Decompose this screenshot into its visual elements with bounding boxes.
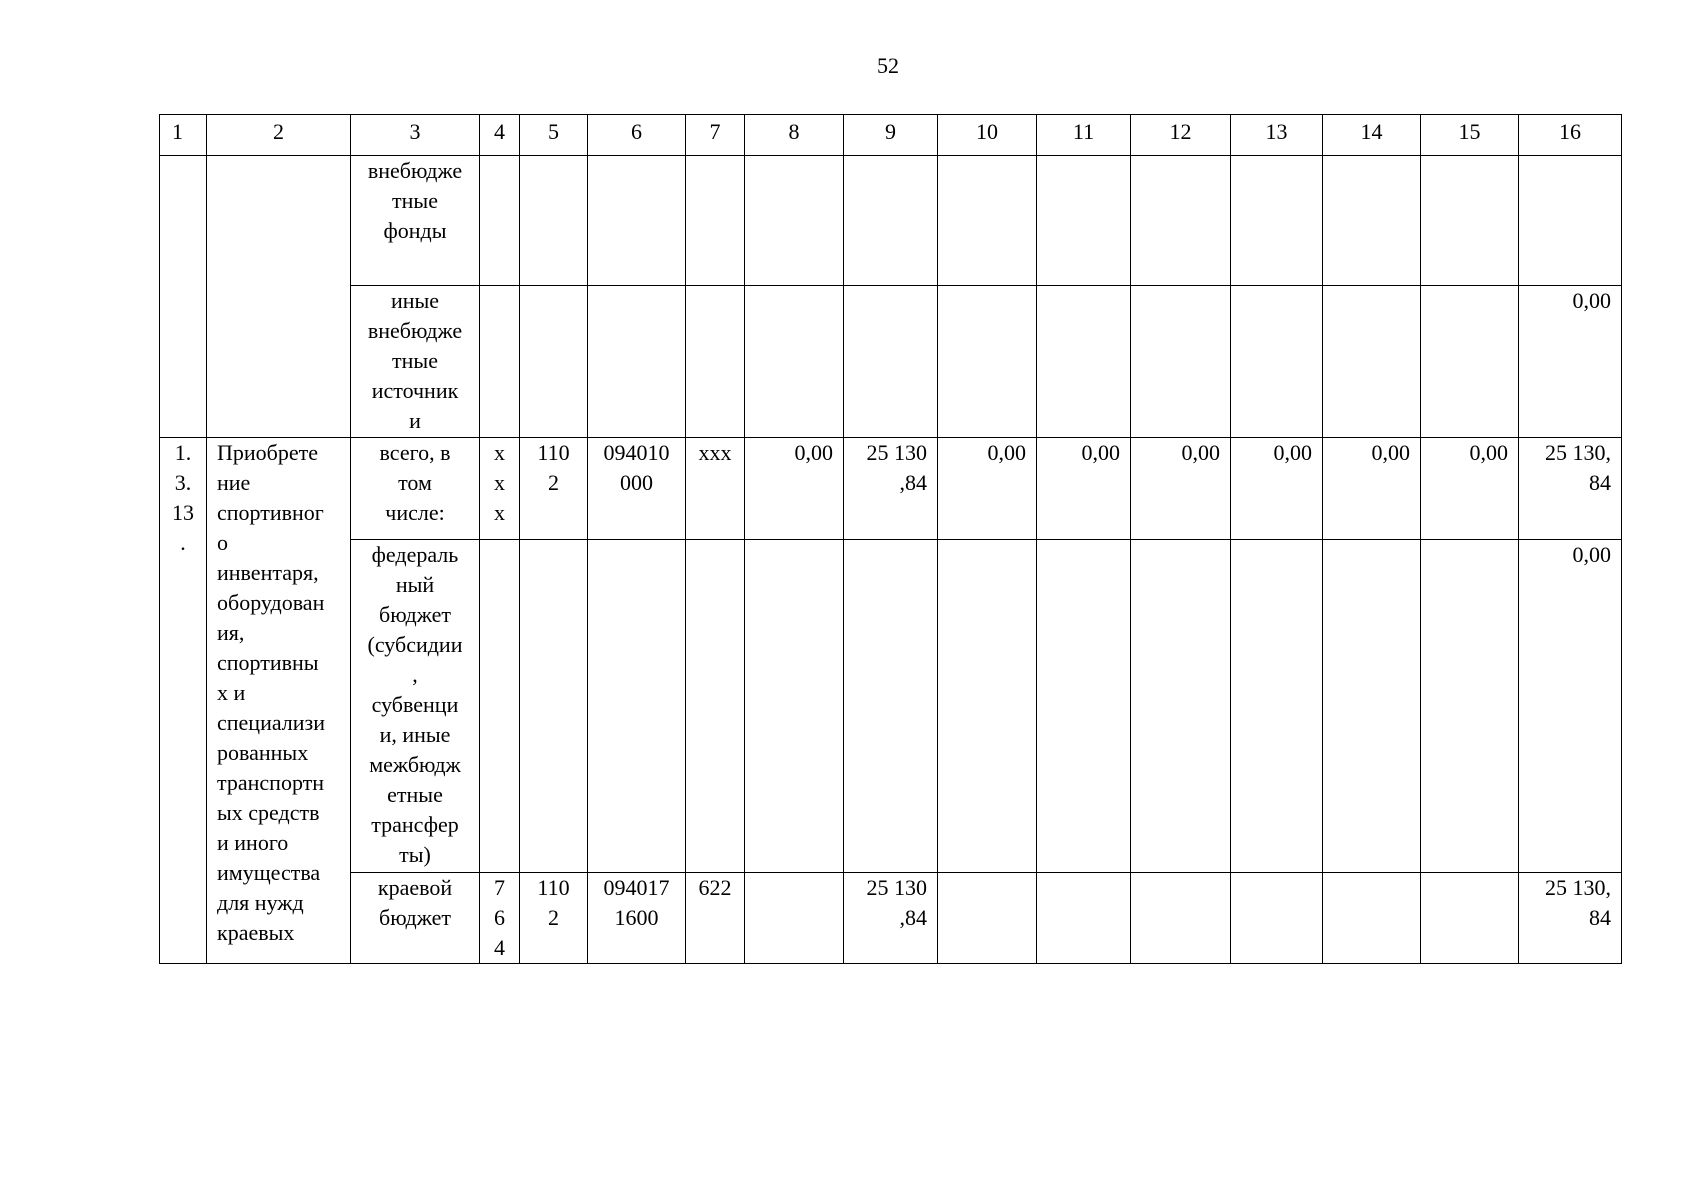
table-cell	[938, 540, 1037, 873]
table-cell	[1131, 156, 1231, 286]
value-cell: 0,00	[1131, 438, 1231, 540]
value-cell: 25 130, 84	[1519, 438, 1622, 540]
table-cell	[588, 156, 686, 286]
table-cell: 094017 1600	[588, 873, 686, 964]
value-cell: 0,00	[1037, 438, 1131, 540]
index-cell	[160, 156, 207, 438]
table-cell	[1421, 286, 1519, 438]
value-cell: 0,00	[1519, 286, 1622, 438]
table-cell	[1037, 873, 1131, 964]
table-cell	[938, 156, 1037, 286]
header-cell: 4	[480, 115, 520, 156]
table-cell	[844, 540, 938, 873]
header-cell: 10	[938, 115, 1037, 156]
header-cell: 6	[588, 115, 686, 156]
table-cell	[1231, 286, 1323, 438]
table-cell	[1323, 156, 1421, 286]
table-cell	[745, 873, 844, 964]
value-cell: 25 130, 84	[1519, 873, 1622, 964]
table-cell	[1323, 540, 1421, 873]
table-cell	[1037, 286, 1131, 438]
table-cell	[745, 540, 844, 873]
table-cell	[844, 156, 938, 286]
table-cell: 110 2	[520, 873, 588, 964]
header-cell: 13	[1231, 115, 1323, 156]
source-cell: внебюдже тные фонды	[351, 156, 480, 286]
table-cell	[1131, 873, 1231, 964]
header-cell: 16	[1519, 115, 1622, 156]
header-cell: 1	[160, 115, 207, 156]
table-cell	[480, 156, 520, 286]
value-cell: 25 130 ,84	[844, 873, 938, 964]
table-row-regional-budget	[160, 873, 1622, 964]
table-row-other-extrabudget-sources	[160, 286, 1622, 438]
name-cell: Приобрете ние спортивног о инвентаря, оборудован ия, спортивны х и специализи рованных транспортн ых средств и иного имущества для нужд краевых	[207, 438, 351, 964]
header-cell: 14	[1323, 115, 1421, 156]
table-cell	[1421, 156, 1519, 286]
table-cell	[686, 540, 745, 873]
table-cell	[745, 286, 844, 438]
header-cell: 9	[844, 115, 938, 156]
budget-table	[159, 114, 1622, 964]
value-cell: 25 130 ,84	[844, 438, 938, 540]
source-cell: краевой бюджет	[351, 873, 480, 964]
table-row-total	[160, 438, 1622, 540]
table-row-extrabudget-funds	[160, 156, 1622, 286]
table-cell	[1231, 156, 1323, 286]
table-cell: ххх	[686, 438, 745, 540]
table-cell: х х х	[480, 438, 520, 540]
table-cell	[1421, 873, 1519, 964]
header-cell: 3	[351, 115, 480, 156]
table-cell	[686, 286, 745, 438]
table-row-federal-budget	[160, 540, 1622, 873]
table-cell	[1037, 540, 1131, 873]
table-cell	[1323, 286, 1421, 438]
value-cell: 0,00	[938, 438, 1037, 540]
table-cell	[520, 540, 588, 873]
table-cell	[1323, 873, 1421, 964]
table-cell	[1131, 286, 1231, 438]
table-cell	[588, 286, 686, 438]
page-number: 52	[877, 53, 899, 78]
table-cell	[520, 156, 588, 286]
value-cell: 0,00	[1421, 438, 1519, 540]
table-cell	[480, 286, 520, 438]
header-cell: 8	[745, 115, 844, 156]
value-cell: 0,00	[1231, 438, 1323, 540]
table-cell: 7 6 4	[480, 873, 520, 964]
table-cell: 622	[686, 873, 745, 964]
table-cell: 110 2	[520, 438, 588, 540]
table-cell	[588, 540, 686, 873]
header-cell: 12	[1131, 115, 1231, 156]
table-cell	[686, 156, 745, 286]
value-cell: 0,00	[1519, 540, 1622, 873]
header-cell: 11	[1037, 115, 1131, 156]
table-cell	[1231, 873, 1323, 964]
table-cell	[938, 286, 1037, 438]
table-cell	[1231, 540, 1323, 873]
table-cell	[520, 286, 588, 438]
name-cell	[207, 156, 351, 438]
table-cell	[1421, 540, 1519, 873]
table-cell: 094010 000	[588, 438, 686, 540]
source-cell: всего, в том числе:	[351, 438, 480, 540]
header-cell: 15	[1421, 115, 1519, 156]
value-cell: 0,00	[745, 438, 844, 540]
table-cell	[745, 156, 844, 286]
value-cell: 0,00	[1323, 438, 1421, 540]
header-row	[160, 115, 1622, 156]
table-cell	[844, 286, 938, 438]
table-cell	[938, 873, 1037, 964]
index-cell: 1. 3. 13 .	[160, 438, 207, 964]
source-cell: иные внебюдже тные источник и	[351, 286, 480, 438]
table-cell	[1131, 540, 1231, 873]
source-cell: федераль ный бюджет (субсидии , субвенци и, иные межбюдж етные трансфер ты)	[351, 540, 480, 873]
header-cell: 7	[686, 115, 745, 156]
table-cell	[1037, 156, 1131, 286]
table-cell	[480, 540, 520, 873]
header-cell: 5	[520, 115, 588, 156]
table-cell	[1519, 156, 1622, 286]
header-cell: 2	[207, 115, 351, 156]
